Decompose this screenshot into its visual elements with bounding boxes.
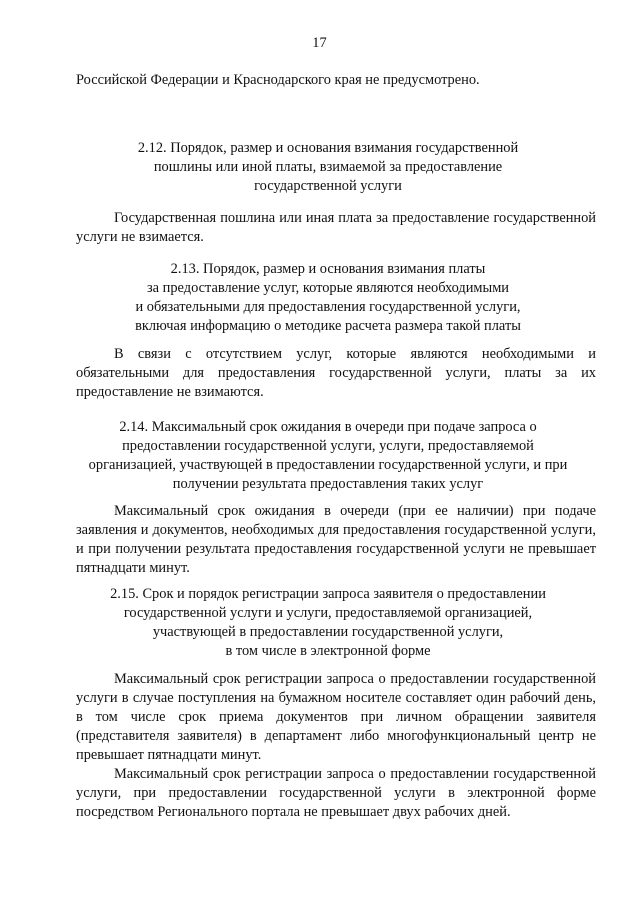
heading-line: государственной услуги	[254, 178, 402, 194]
section-2-14-heading	[60, 418, 596, 494]
section-2-13-heading	[60, 260, 596, 336]
page-number: 17	[312, 35, 327, 51]
heading-line: 2.15. Срок и порядок регистрации запроса заявителя о предоставлении	[110, 586, 546, 602]
heading-line: и обязательными для предоставления государственной услуги,	[135, 299, 521, 315]
heading-line: государственной услуги и услуги, предоставляемой организацией,	[123, 605, 533, 621]
paragraph: Государственная пошлина или иная плата за предоставление государственной услуги не взимается.	[76, 210, 596, 245]
heading-line: участвующей в предоставлении государственной услуги,	[152, 624, 504, 640]
section-2-15-body	[76, 670, 596, 822]
section-2-12-body	[76, 209, 596, 247]
heading-line: предоставлении государственной услуги, услуги, предоставляемой	[122, 438, 534, 454]
heading-line: 2.14. Максимальный срок ожидания в очереди при подаче запроса о	[119, 419, 537, 435]
intro-text	[76, 71, 596, 90]
section-2-12-heading	[60, 139, 596, 196]
heading-line: пошлины или иной платы, взимаемой за предоставление	[153, 159, 503, 175]
heading-line: 2.13. Порядок, размер и основания взимания платы	[170, 261, 486, 277]
heading-line: включая информацию о методике расчета размера такой платы	[135, 318, 521, 334]
intro-paragraph: Российской Федерации и Краснодарского края не предусмотрено.	[76, 72, 480, 88]
section-2-13-body	[76, 345, 596, 402]
heading-line: получении результата предоставления таких услуг	[172, 476, 484, 492]
paragraph: Максимальный срок регистрации запроса о предоставлении государственной услуги, при предоставлении государственной услуги в электронной форме посредством Регионального портала не превышает двух рабочих дней.	[76, 766, 596, 820]
section-2-14-body	[76, 502, 596, 578]
heading-line: организацией, участвующей в предоставлении государственной услуги, и при	[88, 457, 568, 473]
heading-line: за предоставление услуг, которые являются необходимыми	[146, 280, 510, 296]
section-2-15-heading	[60, 585, 596, 661]
heading-line: в том числе в электронной форме	[225, 643, 431, 659]
heading-line: 2.12. Порядок, размер и основания взимания государственной	[137, 140, 519, 156]
paragraph: В связи с отсутствием услуг, которые являются необходимыми и обязательными для предоставления государственной услуги, платы за их предоставление не взимаются.	[76, 346, 596, 400]
paragraph: Максимальный срок ожидания в очереди (при ее наличии) при подаче заявления и документов, необходимых для предоставления государственной услуги, и при получении результата предоставления государственной услуги не превышает пятнадцати минут.	[76, 503, 596, 576]
paragraph: Максимальный срок регистрации запроса о предоставлении государственной услуги в случае поступления на бумажном носителе составляет один рабочий день, в том числе срок приема документов при личном обращении заявителя (представителя заявителя) в департамент либо многофункциональный центр не превышает пятнадцати минут.	[76, 671, 596, 763]
